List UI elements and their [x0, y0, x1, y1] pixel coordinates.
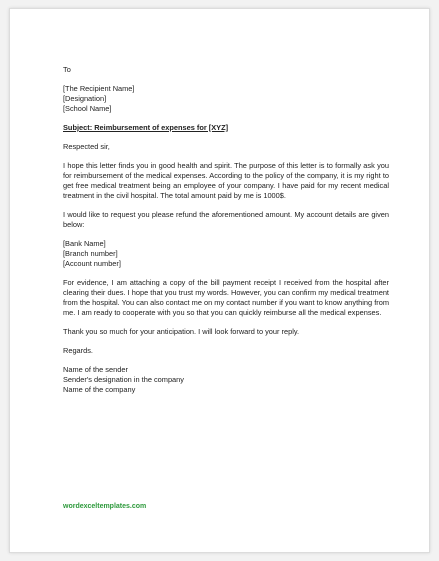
- to-line: [63, 65, 389, 75]
- paragraph-3: For evidence, I am attaching a copy of the bill payment receipt I received from the hospital after clearing their dues. I hope that you trust my words. However, you can confirm my medical treatment from the hospital. You can also contact me on my contact number if you want to know anything from me. I am ready to cooperate with you so that you can quickly reimburse all the medical expenses.: [63, 278, 389, 317]
- greeting: Respected sir,: [63, 142, 110, 151]
- to-label: To: [63, 65, 71, 74]
- paragraph-1: I hope this letter finds you in good health and spirit. The purpose of this letter is to formally ask you for reimbursement of the medical expenses. According to the policy of the company, it is my right to get free medical treatment being an employee of your company. I have paid for my recent medical treatment in the civil hospital. The total amount paid by me is 1000$.: [63, 161, 389, 200]
- recipient-school: [School Name]: [63, 104, 112, 113]
- sender-company: Name of the company: [63, 385, 136, 394]
- recipient-name: [The Recipient Name]: [63, 84, 135, 93]
- subject-line: Subject: Reimbursement of expenses for [XYZ]: [63, 123, 229, 132]
- account-number: [Account number]: [63, 259, 121, 268]
- document-page: [9, 8, 430, 553]
- recipient-block: [63, 84, 389, 114]
- recipient-designation: [Designation]: [63, 94, 107, 103]
- sender-name: Name of the sender: [63, 365, 128, 374]
- paragraph-2: I would like to request you please refund the aforementioned amount. My account details are given below:: [63, 210, 389, 229]
- sender-designation: Sender's designation in the company: [63, 375, 184, 384]
- closing: Regards.: [63, 346, 93, 355]
- account-details: [63, 239, 389, 269]
- signature-block: [63, 365, 389, 395]
- letter-body: [63, 65, 389, 404]
- website-footer: wordexceltemplates.com: [63, 503, 147, 510]
- branch-number: [Branch number]: [63, 249, 118, 258]
- paragraph-4: Thank you so much for your anticipation. I will look forward to your reply.: [63, 327, 300, 336]
- bank-name: [Bank Name]: [63, 239, 106, 248]
